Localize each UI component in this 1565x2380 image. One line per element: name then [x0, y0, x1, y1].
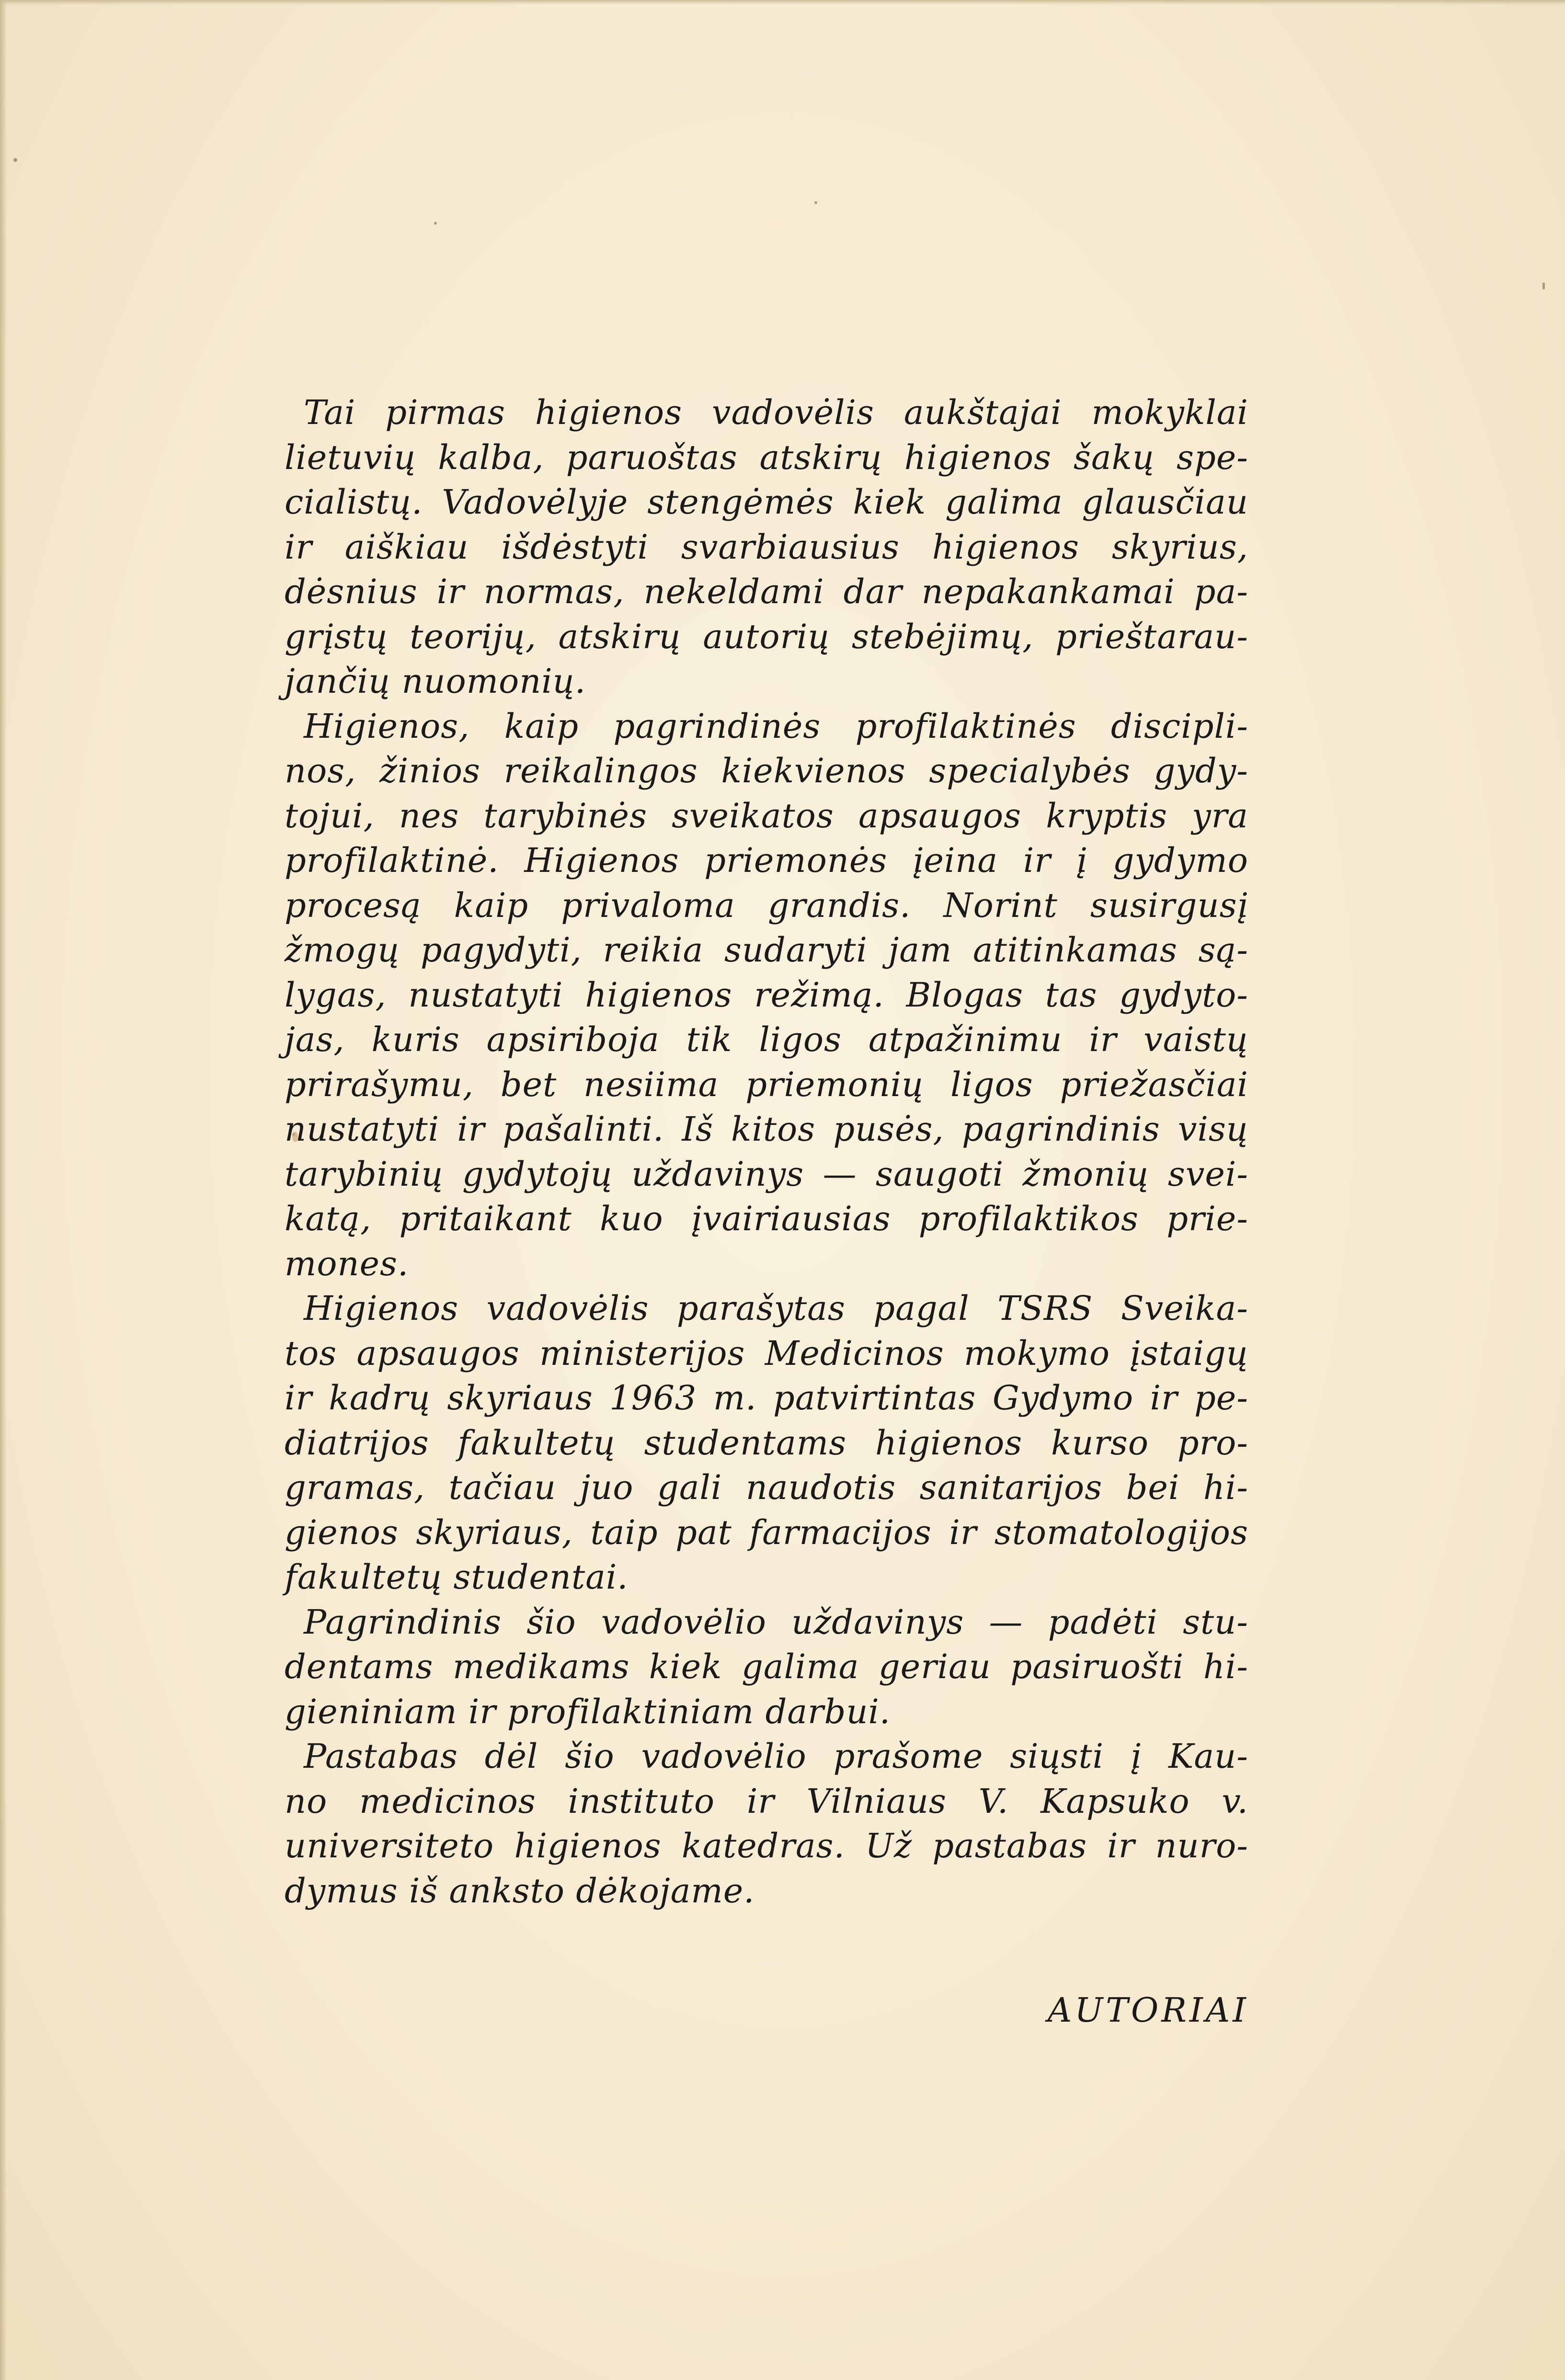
paragraph-1 — [285, 390, 1248, 704]
text-line: katą, pritaikant kuo įvairiausias profilaktikos prie- — [285, 1199, 1248, 1238]
text-line: jančių nuomonių. — [285, 662, 586, 701]
text-line: ir aiškiau išdėstyti svarbiausius higienos skyrius, — [285, 527, 1248, 567]
paper-speck — [13, 158, 17, 162]
text-line: mones. — [285, 1244, 409, 1283]
text-line: Pagrindinis šio vadovėlio uždavinys — padėti stu- — [304, 1602, 1248, 1642]
text-line: žmogų pagydyti, reikia sudaryti jam atitinkamas są- — [285, 930, 1248, 970]
text-line: ir kadrų skyriaus 1963 m. patvirtintas Gydymo ir pe- — [285, 1378, 1248, 1418]
text-line: tojui, nes tarybinės sveikatos apsaugos kryptis yra — [285, 796, 1248, 835]
text-line: lygas, nustatyti higienos režimą. Blogas tas gydyto- — [285, 975, 1248, 1015]
foreword-text — [285, 390, 1248, 1913]
paper-speck — [434, 222, 437, 225]
text-line: dymus iš anksto dėkojame. — [285, 1871, 755, 1911]
text-line: prirašymu, bet nesiima priemonių ligos priežasčiai — [285, 1064, 1248, 1104]
paper-speck — [1542, 283, 1545, 289]
text-line: fakultetų studentai. — [285, 1557, 628, 1597]
text-line: gienos skyriaus, taip pat farmacijos ir stomatologijos — [285, 1512, 1248, 1552]
paragraph-2 — [285, 704, 1248, 1287]
paper-speck — [814, 201, 817, 204]
text-line: cialistų. Vadovėlyje stengėmės kiek galima glausčiau — [285, 482, 1248, 522]
text-line: nos, žinios reikalingos kiekvienos specialybės gydy- — [285, 751, 1248, 790]
text-line: grįstų teorijų, atskirų autorių stebėjimų, prieštarau- — [285, 617, 1248, 656]
text-line: nustatyti ir pašalinti. Iš kitos pusės, pagrindinis visų — [285, 1110, 1248, 1149]
text-line: Pastabas dėl šio vadovėlio prašome siųsti į Kau- — [304, 1737, 1248, 1776]
text-line: Tai pirmas higienos vadovėlis aukštajai mokyklai — [304, 393, 1248, 432]
text-line: profilaktinė. Higienos priemonės įeina ir į gydymo — [285, 841, 1248, 880]
text-line: dentams medikams kiek galima geriau pasiruošti hi- — [285, 1647, 1248, 1686]
text-line: gramas, tačiau juo gali naudotis sanitarijos bei hi- — [285, 1468, 1248, 1507]
paragraph-4 — [285, 1600, 1248, 1735]
text-line: gieniniam ir profilaktiniam darbui. — [285, 1692, 891, 1731]
text-line: lietuvių kalba, paruoštas atskirų higienos šakų spe- — [285, 437, 1248, 477]
text-line: no medicinos instituto ir Vilniaus V. Kapsuko v. — [285, 1781, 1248, 1821]
text-line: universiteto higienos katedras. Už pastabas ir nuro- — [285, 1826, 1248, 1865]
text-line: dėsnius ir normas, nekeldami dar nepakankamai pa- — [285, 572, 1248, 611]
paragraph-3 — [285, 1286, 1248, 1600]
text-line: Higienos, kaip pagrindinės profilaktinės discipli- — [304, 706, 1248, 746]
page-left-edge-shadow — [0, 0, 7, 2380]
text-line: procesą kaip privaloma grandis. Norint susirgusį — [285, 885, 1248, 925]
text-line: jas, kuris apsiriboja tik ligos atpažinimu ir vaistų — [285, 1020, 1248, 1059]
signature-authors: AUTORIAI — [1047, 1991, 1249, 2030]
paragraph-5 — [285, 1734, 1248, 1913]
text-line: tarybinių gydytojų uždavinys — saugoti žmonių svei- — [285, 1154, 1248, 1194]
text-line: diatrijos fakultetų studentams higienos kurso pro- — [285, 1423, 1248, 1463]
page-top-edge-shadow — [0, 0, 1565, 5]
text-line: Higienos vadovėlis parašytas pagal TSRS Sveika- — [304, 1289, 1248, 1328]
text-line: tos apsaugos ministerijos Medicinos mokymo įstaigų — [285, 1333, 1248, 1373]
